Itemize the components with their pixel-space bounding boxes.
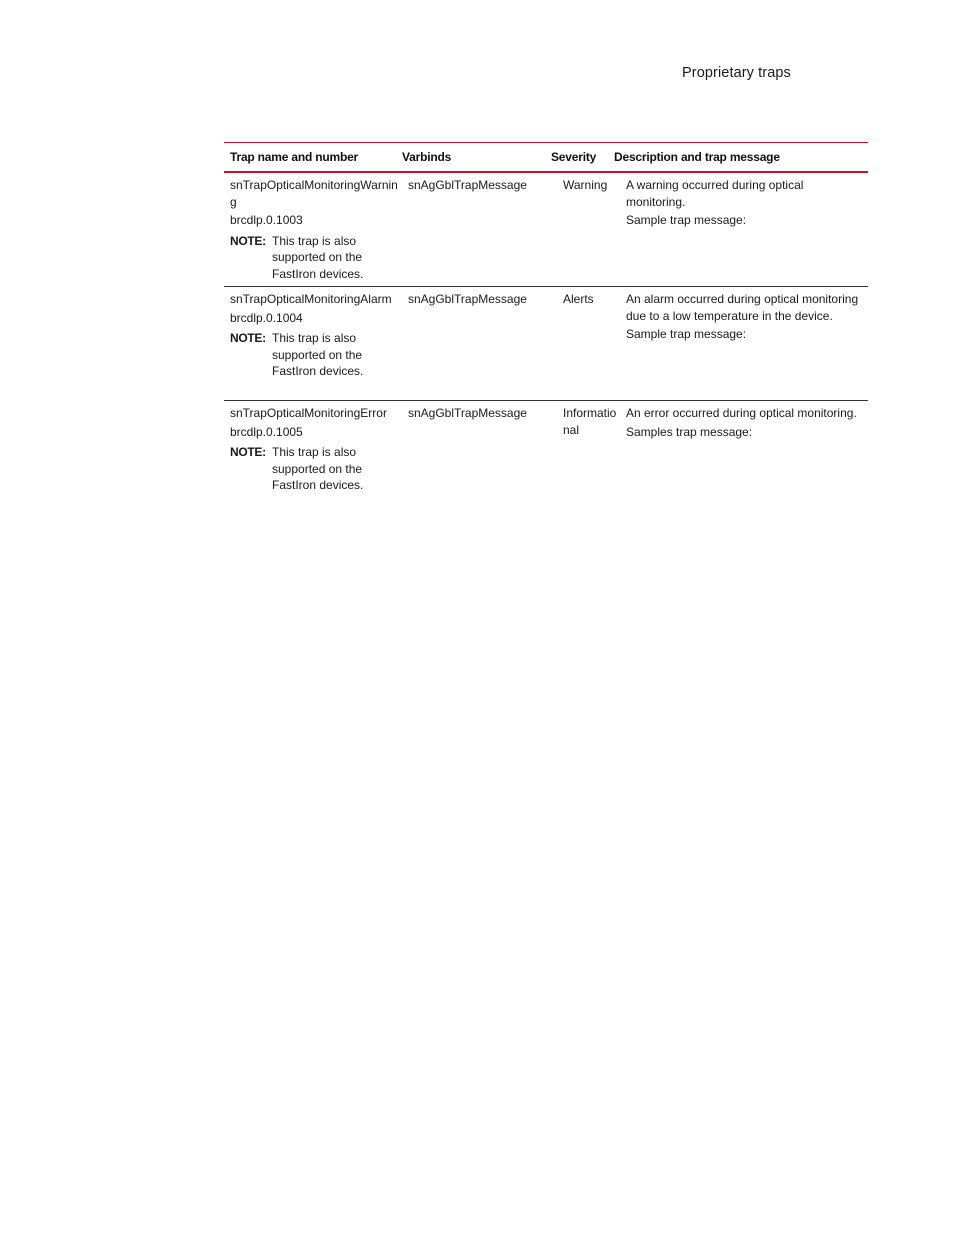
trap-name: snTrapOpticalMonitoringAlarm: [230, 292, 392, 306]
note-text: This trap is also supported on the FastIron devices.: [272, 445, 364, 492]
trap-name-cell: [224, 291, 402, 400]
description-cell: [620, 177, 868, 286]
varbinds-cell: snAgGblTrapMessage: [408, 178, 527, 192]
trap-note: [230, 444, 402, 494]
trap-number: brcdlp.0.1004: [230, 310, 303, 325]
sample-message-label: Sample trap message:: [626, 213, 747, 227]
sample-message-label: Sample trap message:: [626, 327, 747, 341]
trap-number: brcdlp.0.1003: [230, 213, 303, 227]
trap-number: brcdlp.0.1005: [230, 424, 303, 439]
running-header: Proprietary traps: [682, 65, 791, 81]
note-label: NOTE:: [230, 331, 266, 345]
header-severity: Severity: [551, 150, 597, 164]
note-label: NOTE:: [230, 233, 266, 248]
trap-note: [230, 330, 402, 380]
trap-name: snTrapOpticalMonitoringWarning: [230, 178, 398, 209]
trap-name-cell: [224, 177, 402, 286]
sample-message-label: Samples trap message:: [626, 424, 753, 439]
table-row: [224, 401, 868, 501]
varbinds-cell: snAgGblTrapMessage: [408, 406, 527, 420]
description-cell: [620, 405, 868, 501]
trap-name-cell: [224, 405, 402, 501]
severity-cell: Informational: [563, 406, 617, 437]
description-text: A warning occurred during optical monitoring.: [626, 178, 804, 209]
severity-cell: Warning: [563, 178, 608, 192]
description-text: An error occurred during optical monitoring.: [626, 406, 857, 420]
varbinds-cell: snAgGblTrapMessage: [408, 292, 527, 306]
description-text: An alarm occurred during optical monitoring due to a low temperature in the device.: [626, 292, 859, 323]
header-varbinds: Varbinds: [402, 150, 452, 164]
table-header-row: [224, 142, 868, 173]
note-text: This trap is also supported on the FastIron devices.: [272, 331, 364, 378]
description-cell: [620, 291, 868, 400]
trap-name: snTrapOpticalMonitoringError: [230, 406, 387, 420]
note-text: This trap is also supported on the FastIron devices.: [272, 233, 364, 281]
table-row: [224, 287, 868, 401]
trap-note: [230, 233, 402, 283]
note-label: NOTE:: [230, 445, 266, 459]
table-row: [224, 173, 868, 287]
header-description: Description and trap message: [614, 150, 780, 164]
trap-table: [224, 142, 868, 501]
severity-cell: Alerts: [563, 292, 594, 306]
header-trap-name: Trap name and number: [230, 150, 359, 164]
